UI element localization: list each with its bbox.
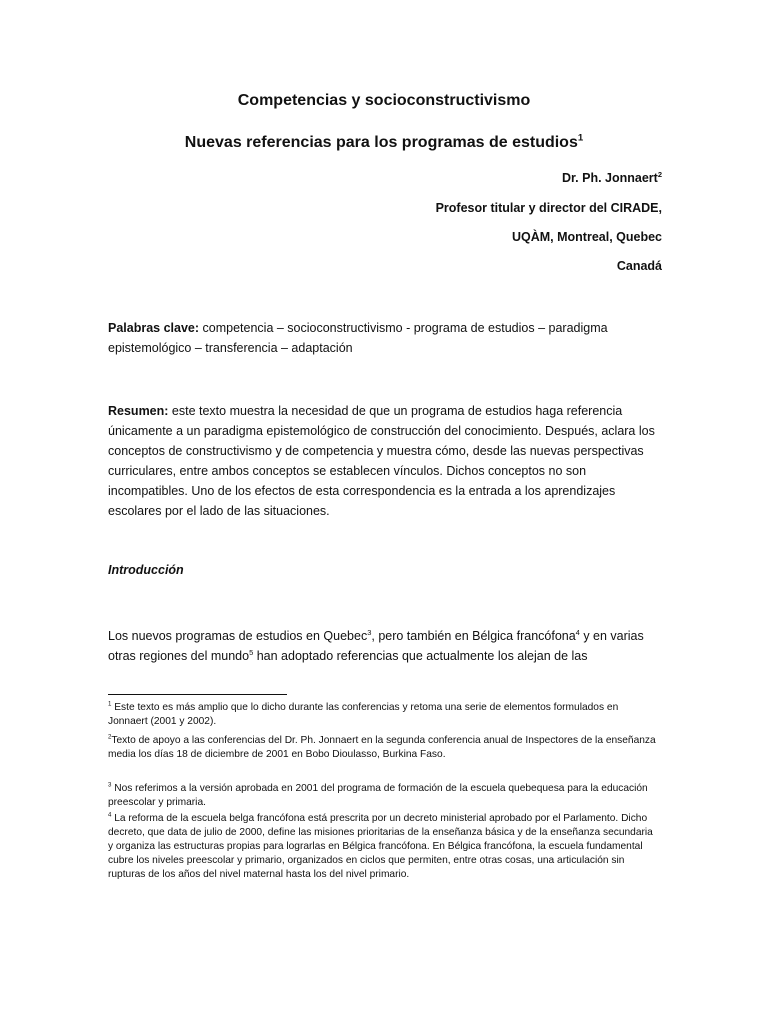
- author-name: [562, 171, 662, 185]
- document-title: [0, 92, 768, 110]
- footnote-4-number: 4: [108, 811, 112, 819]
- intro-text-3: y en varias otras regiones del mundo: [108, 629, 644, 663]
- keywords-paragraph: [108, 318, 668, 358]
- footnote-1-number: 1: [108, 700, 112, 708]
- document-subtitle: [0, 134, 768, 152]
- intro-text-1: Los nuevos programas de estudios en Quebec: [108, 629, 368, 643]
- footnote-ref-5[interactable]: 5: [249, 647, 254, 657]
- footnote-4: [108, 812, 660, 882]
- footnote-3: [108, 782, 660, 810]
- footnote-1-text: Este texto es más amplio que lo dicho durante las conferencias y retoma una serie de elementos formulados en Jonnaert (2001 y 2002).: [108, 702, 619, 727]
- intro-text-4: han adoptado referencias que actualmente los alejan de las: [253, 649, 588, 663]
- author-position: Profesor titular y director del CIRADE,: [435, 201, 662, 215]
- footnote-3-text: Nos referimos a la versión aprobada en 2001 del programa de formación de la escuela quebequesa para la educación preescolar y primaria.: [108, 783, 648, 808]
- abstract-paragraph: [108, 401, 668, 521]
- footnote-4-text: La reforma de la escuela belga francófona está prescrita por un decreto ministerial aprobado por el Parlamento. Dicho decreto, que data de julio de 2000, define las misiones prioritarias de la enseñanza básica y de la enseñanza secundaria y organiza las estructuras propias para lograrlas en Bélgica francófona. En Bélgica francófona, la escuela fundamental cubre los niveles preescolar y primario, organizados en ciclos que permiten, entre otras cosas, una articulación sin rupturas de los años del nivel maternal hasta los del nivel primario.: [108, 813, 653, 880]
- keywords-text: competencia – socioconstructivismo - programa de estudios – paradigma epistemológico – transferencia – adaptación: [108, 321, 608, 355]
- footnote-ref-3[interactable]: 3: [367, 627, 372, 637]
- author-country: Canadá: [616, 259, 662, 273]
- footnote-separator: [108, 694, 287, 695]
- footnote-3-number: 3: [108, 781, 112, 789]
- footnote-ref-1[interactable]: 1: [577, 132, 584, 144]
- abstract-text: este texto muestra la necesidad de que un programa de estudios haga referencia únicamente a un paradigma epistemológico de construcción del conocimiento. Después, aclara los conceptos de constructivismo y de competencia y muestra cómo, desde las nuevas perspectivas curriculares, entre ambos conceptos se establecen vínculos. Dichos conceptos no son incompatibles. Uno de los efectos de esta correspondencia es la entrada a los aprendizajes escolares por el lado de las situaciones.: [108, 404, 655, 518]
- intro-paragraph: [108, 626, 668, 666]
- intro-text-2: , pero también en Bélgica francófona: [371, 629, 576, 643]
- document-title-text: Competencias y socioconstructivismo: [237, 92, 531, 109]
- footnote-2-number: 2: [108, 733, 112, 741]
- keywords-label: Palabras clave:: [108, 321, 200, 335]
- author-institution: UQÀM, Montreal, Quebec: [511, 230, 662, 244]
- author-name-text: Dr. Ph. Jonnaert: [561, 171, 658, 185]
- intro-heading: Introducción: [108, 563, 184, 577]
- footnote-1: [108, 701, 660, 729]
- abstract-label: Resumen:: [108, 404, 169, 418]
- footnote-ref-2[interactable]: 2: [657, 169, 662, 179]
- footnote-2: [108, 734, 660, 762]
- document-subtitle-text: Nuevas referencias para los programas de estudios: [184, 134, 578, 151]
- footnote-2-text: Texto de apoyo a las conferencias del Dr. Ph. Jonnaert en la segunda conferencia anual de Inspectores de la enseñanza media los días 18 de diciembre de 2001 en Bobo Dioulasso, Burkina Faso.: [108, 735, 656, 760]
- footnote-ref-4[interactable]: 4: [575, 627, 580, 637]
